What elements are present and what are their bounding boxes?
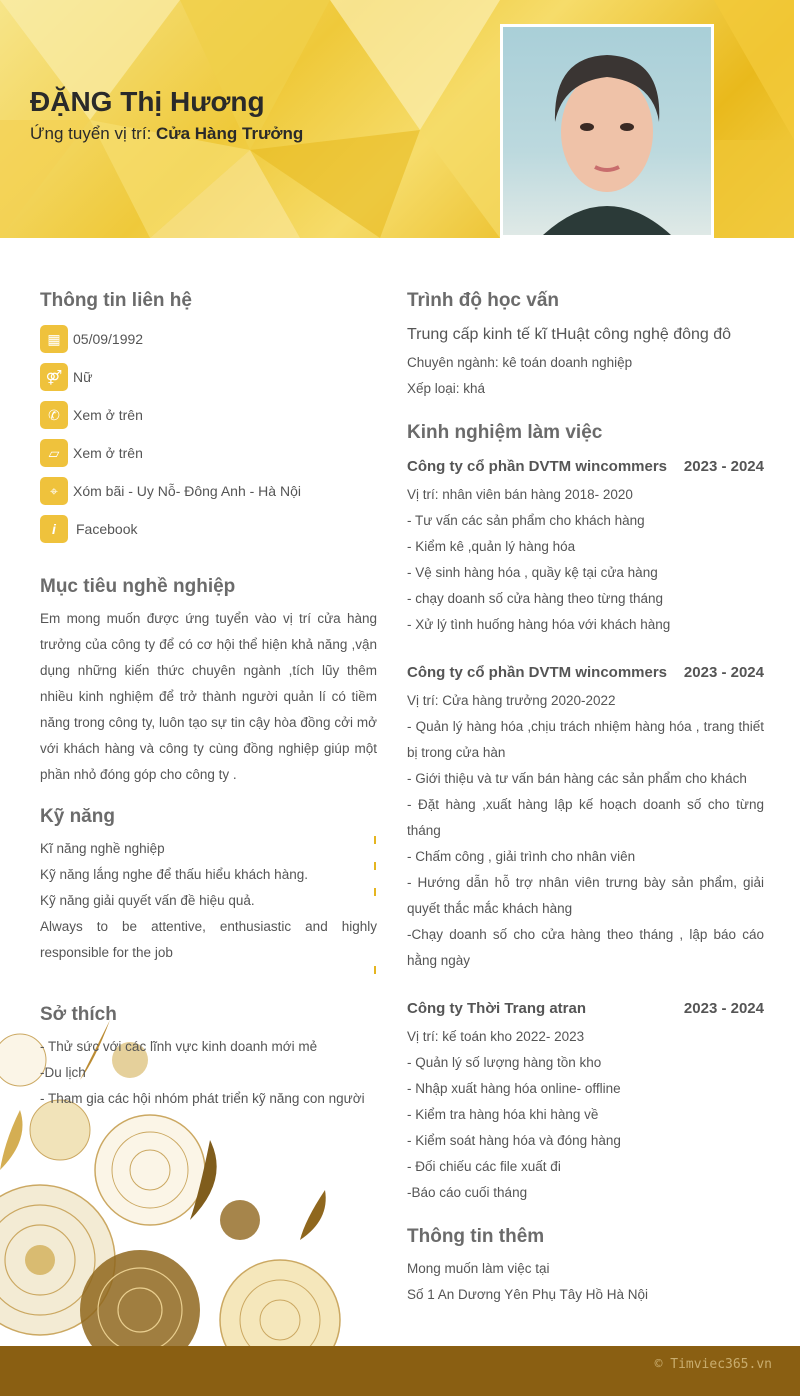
email-icon: ▱ (40, 439, 68, 467)
education-title: Trình độ học vấn (407, 290, 560, 311)
contact-birthday (40, 325, 143, 353)
contact-social (40, 515, 137, 543)
hobby-item: - Thử sức với các lĩnh vực kinh doanh mới mẻ (40, 1039, 318, 1054)
skill-level-mark (374, 966, 376, 974)
info-icon: i (40, 515, 68, 543)
hobby-item: - Tham gia các hội nhóm phát triển kỹ năng con người (40, 1091, 365, 1106)
objective-text: Em mong muốn được ứng tuyển vào vị trí cửa hàng trưởng của công ty để có cơ hội thể hiện khả năng ,vận dụng những kiến thức chuyên ngành ,tích lũy thêm nhiều kinh nghiệm để trở thành người quản lí có tiềm năng trong công ty, luôn tạo sự tin cậy hòa đồng cởi mở với khách hàng và công ty cùng đồng nghiệp giúp một phần nhỏ đóng góp cho công ty . (40, 611, 377, 782)
skills-title: Kỹ năng (40, 806, 115, 827)
candidate-name: ĐẶNG Thị Hương (30, 86, 265, 117)
location-icon: ⌖ (40, 477, 68, 505)
hobby-item: -Du lịch (40, 1065, 86, 1080)
skill-item: Kỹ năng giải quyết vấn đề hiệu quả. (40, 893, 255, 908)
job-line: -Báo cáo cuối tháng (407, 1185, 528, 1200)
portrait-image (503, 27, 711, 235)
gender-icon: ⚤ (40, 363, 68, 391)
job-line: - Xử lý tình huống hàng hóa với khách hàng (407, 617, 671, 632)
job-period: 2023 - 2024 (683, 664, 764, 681)
job-line: - Kiểm soát hàng hóa và đóng hàng (407, 1133, 621, 1148)
gender-value: Nữ (73, 369, 93, 385)
contact-address (40, 477, 301, 505)
job-details (407, 482, 764, 638)
skill-item: Kĩ năng nghề nghiệp (40, 841, 165, 856)
hobbies-title: Sở thích (40, 1004, 117, 1025)
job-line: - chạy doanh số cửa hàng theo từng tháng (407, 591, 664, 606)
job-details (407, 688, 764, 974)
job-line: - Hướng dẫn hỗ trợ nhân viên trưng bày sản phẩm, giải quyết thắc mắc khách hàng (407, 875, 764, 916)
job-header (407, 458, 764, 475)
job-line: - Vệ sinh hàng hóa , quầy kệ tại cửa hàng (407, 565, 658, 580)
right-edge (794, 0, 800, 1396)
job-line: - Giới thiệu và tư vấn bán hàng các sản phẩm cho khách (407, 771, 747, 786)
hobbies-list (40, 1034, 380, 1112)
education-rank: Xếp loại: khá (407, 381, 486, 396)
job-line: - Tư vấn các sản phẩm cho khách hàng (407, 513, 645, 528)
header-banner (0, 0, 794, 238)
address-value: Xóm bãi - Uy Nỗ- Đông Anh - Hà Nội (73, 483, 301, 499)
job-line: Vị trí: kế toán kho 2022- 2023 (407, 1029, 585, 1044)
extra-line: Mong muốn làm việc tại (407, 1261, 550, 1276)
job-line: - Chấm công , giải trình cho nhân viên (407, 849, 636, 864)
phone-icon: ✆ (40, 401, 68, 429)
calendar-icon: ▦ (40, 325, 68, 353)
skill-level-mark (374, 888, 376, 896)
objective-title: Mục tiêu nghề nghiệp (40, 576, 236, 597)
job-line: Vị trí: nhân viên bán hàng 2018- 2020 (407, 487, 633, 502)
job-period: 2023 - 2024 (683, 458, 764, 475)
job-line: - Đối chiếu các file xuất đi (407, 1159, 561, 1174)
copyright-text: © Timviec365.vn (654, 1357, 772, 1372)
job-header (407, 1000, 764, 1017)
job-line: - Kiểm tra hàng hóa khi hàng về (407, 1107, 599, 1122)
skill-item: Always to be attentive, enthusiastic and highly responsible for the job (40, 919, 377, 960)
experience-title: Kinh nghiệm làm việc (407, 422, 603, 443)
extra-line: Số 1 An Dương Yên Phụ Tây Hồ Hà Nội (407, 1287, 649, 1302)
job-company: Công ty cổ phần DVTM wincommers (407, 664, 668, 681)
job-line: - Đặt hàng ,xuất hàng lập kế hoạch doanh số cho từng tháng (407, 797, 764, 838)
education-school: Trung cấp kinh tế kĩ tHuật công nghệ đông đô (407, 326, 732, 343)
email-value: Xem ở trên (73, 445, 143, 461)
job-company: Công ty Thời Trang atran (407, 1000, 587, 1017)
job-line: Vị trí: Cửa hàng trưởng 2020-2022 (407, 693, 616, 708)
skill-level-mark (374, 836, 376, 844)
job-company: Công ty cổ phần DVTM wincommers (407, 458, 668, 475)
job-period: 2023 - 2024 (683, 1000, 764, 1017)
extra-title: Thông tin thêm (407, 1226, 545, 1247)
job-line: - Quản lý hàng hóa ,chịu trách nhiệm hàng hóa , trang thiết bị trong cửa hàn (407, 719, 764, 760)
job-details (407, 1024, 764, 1206)
job-header (407, 664, 764, 681)
contact-title: Thông tin liên hệ (40, 290, 192, 311)
apply-label: Ứng tuyển vị trí: (30, 124, 157, 143)
education-major: Chuyên ngành: kê toán doanh nghiệp (407, 355, 633, 370)
facebook-link[interactable]: Facebook (76, 521, 138, 537)
profile-photo (500, 24, 714, 238)
job-line: -Chạy doanh số cho cửa hàng theo tháng , lập báo cáo hằng ngày (407, 927, 764, 968)
apply-position (30, 124, 303, 144)
birthday-value: 05/09/1992 (73, 331, 144, 347)
job-line: - Kiểm kê ,quản lý hàng hóa (407, 539, 576, 554)
skills-list (40, 836, 377, 966)
job-line: - Nhập xuất hàng hóa online- offline (407, 1081, 621, 1096)
contact-gender (40, 363, 92, 391)
skill-level-mark (374, 862, 376, 870)
contact-email (40, 439, 143, 467)
contact-phone (40, 401, 143, 429)
position-name: Cửa Hàng Trưởng (156, 124, 304, 143)
skill-item: Kỹ năng lắng nghe để thấu hiểu khách hàng. (40, 867, 308, 882)
job-line: - Quản lý số lượng hàng tồn kho (407, 1055, 602, 1070)
phone-value: Xem ở trên (73, 407, 143, 423)
